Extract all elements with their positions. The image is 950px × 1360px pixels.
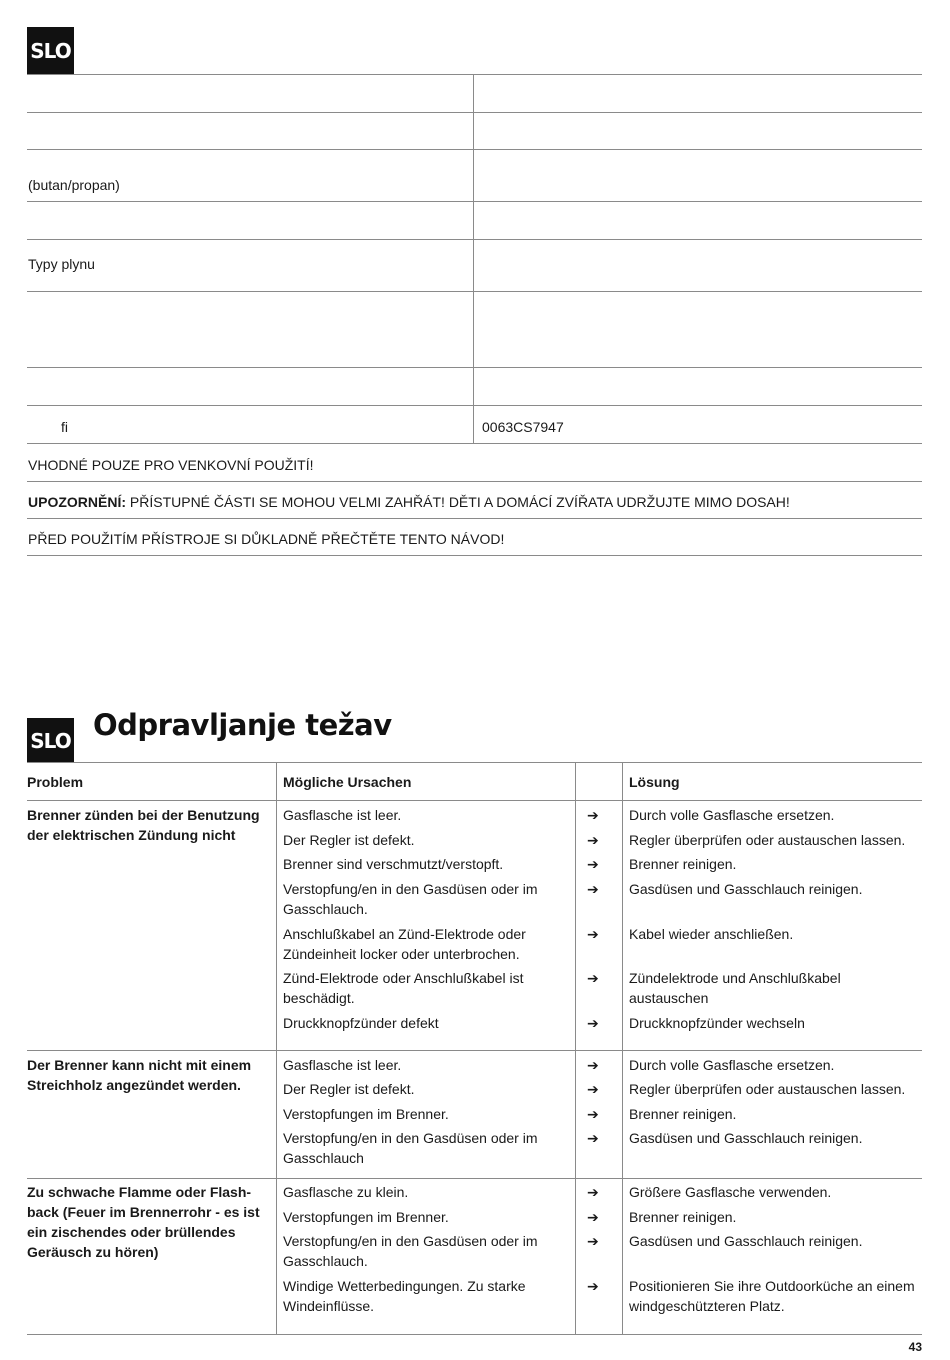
arrow-icon: ➔ xyxy=(587,856,599,872)
warning-label: UPOZORNĚNÍ: xyxy=(28,494,126,510)
solution-text: Zündelektrode und Anschlußkabel austauschen xyxy=(629,970,841,1006)
cause-text: Gasflasche zu klein. xyxy=(283,1184,409,1200)
solution-text: Gasdüsen und Gasschlauch reinigen. xyxy=(629,1233,863,1249)
arrow-icon: ➔ xyxy=(587,1057,599,1073)
cause-text: Brenner sind verschmutzt/verstopft. xyxy=(283,856,504,872)
notice-row xyxy=(27,481,922,518)
troubleshooting-table xyxy=(27,762,922,1335)
solution-text: Brenner reinigen. xyxy=(629,856,737,872)
arrow-icon: ➔ xyxy=(587,1233,599,1249)
problem-text: Der Brenner kann nicht mit einem Streichholz angezündet werden. xyxy=(27,1057,252,1093)
solution-text: Positionieren Sie ihre Outdoorküche an einem windgeschützteren Platz. xyxy=(629,1278,915,1314)
arrow-icon: ➔ xyxy=(587,1081,599,1097)
cause-text: Anschlußkabel an Zünd-Elektrode oder Zündeinheit locker oder unterbrochen. xyxy=(283,926,526,962)
row-divider xyxy=(27,800,922,801)
spec-row xyxy=(27,239,922,291)
notice-warning xyxy=(27,482,922,518)
cause-text: Verstopfungen im Brenner. xyxy=(283,1209,449,1225)
solution-text: Regler überprüfen oder austauschen lassen. xyxy=(629,832,906,848)
spec-row xyxy=(27,201,922,239)
header-solution: Lösung xyxy=(629,774,680,790)
cause-text: Windige Wetterbedingungen. Zu starke Windeinflüsse. xyxy=(283,1278,526,1314)
page-number: 43 xyxy=(908,1340,922,1354)
solution-text: Brenner reinigen. xyxy=(629,1209,737,1225)
arrow-icon: ➔ xyxy=(587,1184,599,1200)
solution-text: Kabel wieder anschließen. xyxy=(629,926,794,942)
solution-text: Gasdüsen und Gasschlauch reinigen. xyxy=(629,881,863,897)
cause-text: Zünd-Elektrode oder Anschlußkabel ist beschädigt. xyxy=(283,970,524,1006)
column-divider xyxy=(622,763,623,1334)
spec-table xyxy=(27,74,922,556)
row-divider xyxy=(27,1050,922,1051)
cause-text: Der Regler ist defekt. xyxy=(283,832,415,848)
arrow-icon: ➔ xyxy=(587,1209,599,1225)
header-causes: Mögliche Ursachen xyxy=(283,774,412,790)
header-problem: Problem xyxy=(27,774,84,790)
arrow-icon: ➔ xyxy=(587,926,599,942)
notice-read-manual: PŘED POUŽITÍM PŘÍSTROJE SI DŮKLADNĚ PŘEČTĚTE TENTO NÁVOD! xyxy=(28,531,505,547)
arrow-icon: ➔ xyxy=(587,1106,599,1122)
problem-text: Brenner zünden bei der Benutzung der elektrischen Zündung nicht xyxy=(27,807,260,843)
language-badge: SLO xyxy=(27,27,74,74)
solution-text: Brenner reinigen. xyxy=(629,1106,737,1122)
section-title: Odpravljanje težav xyxy=(93,708,392,742)
spec-row xyxy=(27,149,922,201)
spec-row xyxy=(27,74,922,112)
notice-outdoor: VHODNÉ POUZE PRO VENKOVNÍ POUŽITÍ! xyxy=(28,457,314,473)
problem-text: Zu schwache Flamme oder Flash-back (Feuer im Brennerrohr - es ist ein zischendes oder brüllendes Geräusch zu hören) xyxy=(27,1184,260,1260)
solution-text: Regler überprüfen oder austauschen lassen. xyxy=(629,1081,906,1097)
warning-text: PŘÍSTUPNÉ ČÁSTI SE MOHOU VELMI ZAHŘÁT! DĚTI A DOMÁCÍ ZVÍŘATA UDRŽUJTE MIMO DOSAH! xyxy=(126,494,790,510)
spec-value: 0063CS7947 xyxy=(482,419,564,435)
solution-text: Durch volle Gasflasche ersetzen. xyxy=(629,807,835,823)
cause-text: Gasflasche ist leer. xyxy=(283,807,402,823)
spec-label: (butan/propan) xyxy=(27,150,474,201)
solution-text: Größere Gasflasche verwenden. xyxy=(629,1184,832,1200)
arrow-icon: ➔ xyxy=(587,832,599,848)
solution-text: Druckknopfzünder wechseln xyxy=(629,1015,805,1031)
notice-row xyxy=(27,443,922,481)
spec-label: fi xyxy=(27,406,474,443)
column-divider xyxy=(276,763,277,1334)
cause-text: Verstopfungen im Brenner. xyxy=(283,1106,449,1122)
cause-text: Gasflasche ist leer. xyxy=(283,1057,402,1073)
cause-text: Der Regler ist defekt. xyxy=(283,1081,415,1097)
arrow-icon: ➔ xyxy=(587,1278,599,1294)
language-badge: SLO xyxy=(27,718,74,763)
arrow-icon: ➔ xyxy=(587,807,599,823)
arrow-icon: ➔ xyxy=(587,970,599,986)
spec-label: Typy plynu xyxy=(27,240,474,291)
spec-row xyxy=(27,112,922,149)
column-divider xyxy=(575,763,576,1334)
notice-row xyxy=(27,518,922,556)
row-divider xyxy=(27,1178,922,1179)
solution-text: Gasdüsen und Gasschlauch reinigen. xyxy=(629,1130,863,1146)
arrow-icon: ➔ xyxy=(587,881,599,897)
cause-text: Verstopfung/en in den Gasdüsen oder im Gasschlauch. xyxy=(283,881,538,917)
arrow-icon: ➔ xyxy=(587,1130,599,1146)
solution-text: Durch volle Gasflasche ersetzen. xyxy=(629,1057,835,1073)
spec-row xyxy=(27,367,922,405)
spec-row xyxy=(27,405,922,443)
spec-row xyxy=(27,291,922,367)
cause-text: Druckknopfzünder defekt xyxy=(283,1015,439,1031)
cause-text: Verstopfung/en in den Gasdüsen oder im Gasschlauch. xyxy=(283,1233,538,1269)
arrow-icon: ➔ xyxy=(587,1015,599,1031)
cause-text: Verstopfung/en in den Gasdüsen oder im Gasschlauch xyxy=(283,1130,538,1166)
